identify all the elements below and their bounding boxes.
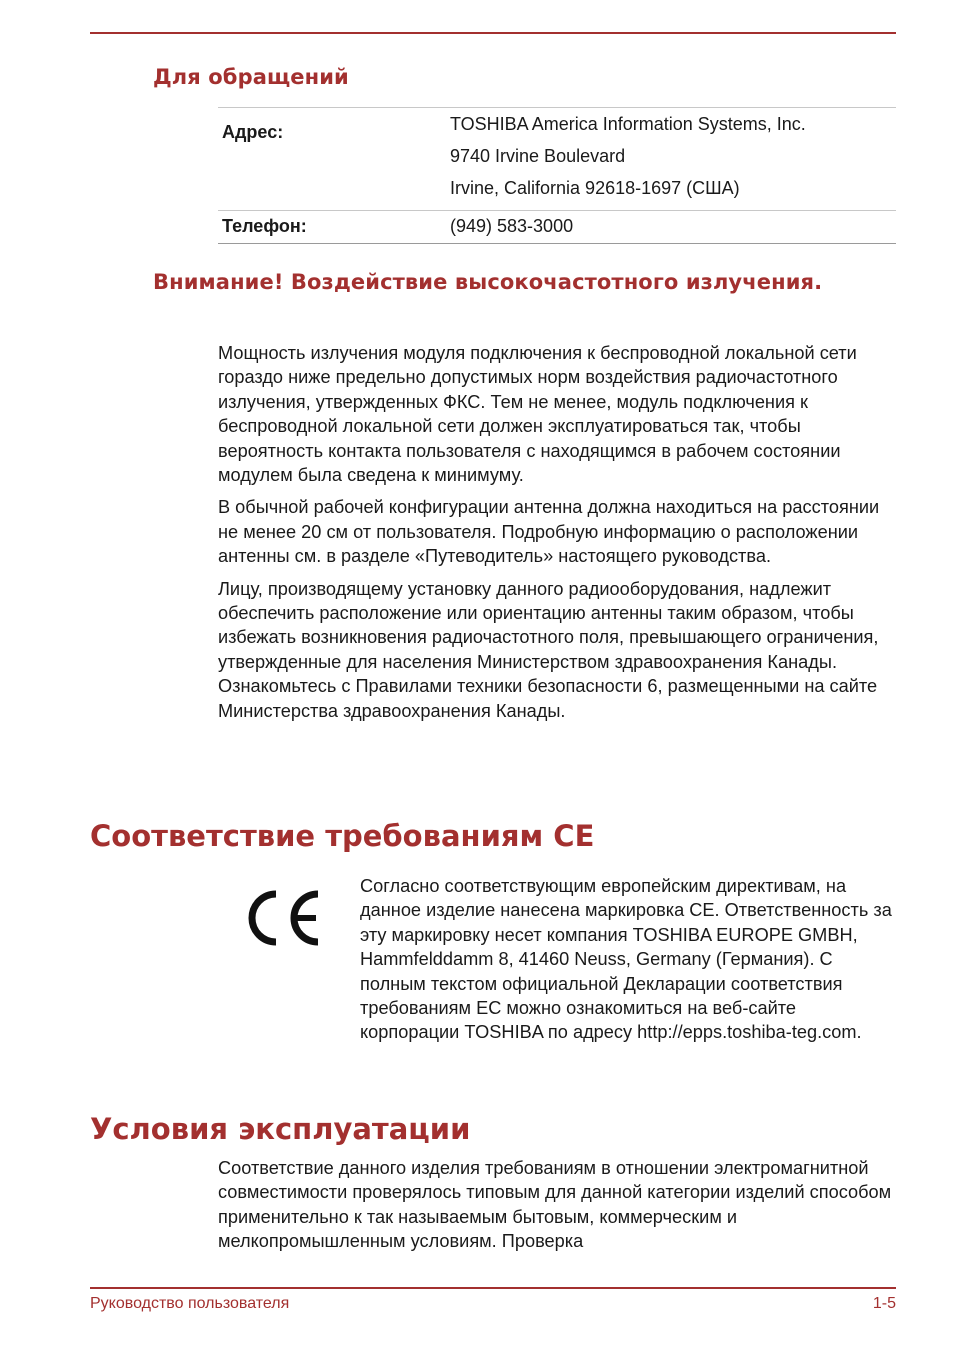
ce-heading: Соответствие требованиям CE xyxy=(90,819,595,853)
paragraph: Лицу, производящему установку данного радиооборудования, надлежит обеспечить расположение или ориентацию антенны таким образом, чтобы избежать возникновения радиочастотного поля, превышающего ограничения, утвержденные для населения Министерством здравоохранения Канады. Ознакомьтесь с Правилами техники безопасности 6, размещенными на сайте Министерства здравоохранения Канады. xyxy=(218,578,879,721)
paragraph: В обычной рабочей конфигурации антенна должна находиться на расстоянии не менее 20 см от пользователя. Подробную информацию о расположении антенны см. в разделе «Путеводитель» настоящего руководства. xyxy=(218,497,880,567)
ce-mark-icon xyxy=(246,888,324,948)
address-line: 9740 Irvine Boulevard xyxy=(450,146,626,166)
footer-title: Руководство пользователя xyxy=(90,1295,290,1312)
address-value xyxy=(450,108,896,211)
table-row xyxy=(218,211,896,244)
rf-warning-body xyxy=(218,341,898,731)
phone-value: (949) 583-3000 xyxy=(450,211,896,244)
footer-rule xyxy=(90,1287,896,1289)
rf-warning-heading: Внимание! Воздействие высокочастотного излучения. xyxy=(153,270,823,294)
page-number: 1-5 xyxy=(872,1295,896,1312)
address-line: TOSHIBA America Information Systems, Inc. xyxy=(450,114,806,134)
address-label: Адрес: xyxy=(218,108,450,211)
environment-heading: Условия эксплуатации xyxy=(90,1112,471,1146)
top-rule xyxy=(90,32,896,34)
address-line: Irvine, California 92618-1697 (США) xyxy=(450,178,740,198)
phone-label: Телефон: xyxy=(218,211,450,244)
environment-body: Соответствие данного изделия требованиям в отношении электромагнитной совместимости проверялось типовым для данной категории изделий способом применительно к так называемым бытовым, коммерческим и мелкопромышленным условиям. Проверка xyxy=(218,1158,892,1252)
table-row xyxy=(218,108,896,211)
contacts-heading: Для обращений xyxy=(153,65,349,89)
ce-description: Согласно соответствующим европейским директивам, на данное изделие нанесена маркировка CE. Ответственность за эту маркировку несет компания TOSHIBA EUROPE GMBH, Hammfelddamm 8, 41460 Neuss, Germany (Германия). С полным текстом официальной Декларации соответствия требованиям ЕС можно ознакомиться на веб-сайте корпорации TOSHIBA по адресу http://epps.toshiba-teg.com. xyxy=(360,876,892,1043)
paragraph: Мощность излучения модуля подключения к беспроводной локальной сети гораздо ниже предельно допустимых норм воздействия радиочастотного излучения, утвержденных ФКС. Тем не менее, модуль подключения к беспроводной локальной сети должен эксплуатироваться так, чтобы вероятность контакта пользователя с находящимся в рабочем состоянии модулем была сведена к минимуму. xyxy=(218,343,857,486)
contacts-table xyxy=(218,107,896,244)
